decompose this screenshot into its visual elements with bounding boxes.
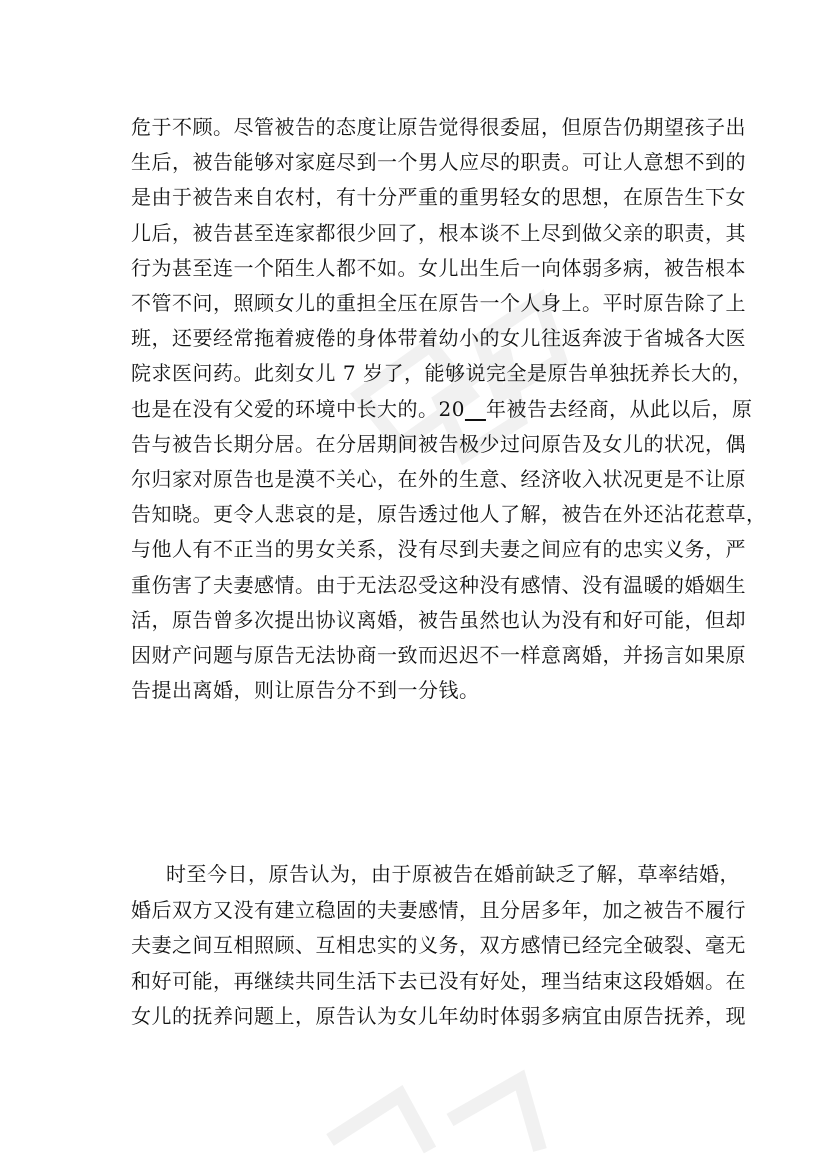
year-blank: __: [464, 396, 486, 421]
text-line: 班，还要经常拖着疲倦的身体带着幼小的女儿往返奔波于省城各大医: [131, 326, 746, 351]
text-line: 是由于被告来自农村，有十分严重的重男轻女的思想，在原告生下女: [131, 185, 746, 210]
text-line: 危于不顾。尽管被告的态度让原告觉得很委屈，但原告仍期望孩子出: [131, 115, 746, 139]
text-line: 和好可能，再继续共同生活下去已没有好处，理当结束这段婚姻。在: [131, 968, 746, 993]
text-line: 院求医问药。此刻女儿 7 岁了，能够说完全是原告单独抚养长大的，: [131, 361, 753, 386]
text-line: 也是在没有父爱的环境中长大的。20__年被告去经商，从此以后，原: [131, 389, 701, 429]
text-line: 夫妻之间互相照顾、互相忠实的义务，双方感情已经完全破裂、毫无: [131, 933, 746, 958]
text-line: 女儿的抚养问题上，原告认为女儿年幼时体弱多病宜由原告抚养，现: [131, 1004, 746, 1029]
text-line: 时至今日，原告认为，由于原被告在婚前缺乏了解，草率结婚，: [166, 862, 740, 886]
text-line: 告与被告长期分居。在分居期间被告极少过问原告及女儿的状况，偶: [131, 431, 746, 456]
text-line: 告知晓。更令人悲哀的是，原告透过他人了解，被告在外还沾花惹草，: [131, 502, 767, 527]
text-line: 行为甚至连一个陌生人都不如。女儿出生后一向体弱多病，被告根本: [131, 255, 746, 280]
text-line: 不管不问，照顾女儿的重担全压在原告一个人身上。平时原告除了上: [131, 291, 746, 315]
text-line: 尔归家对原告也是漠不关心，在外的生意、经济收入状况更是不让原: [131, 467, 746, 491]
text-line: 重伤害了夫妻感情。由于无法忍受这种没有感情、没有温暖的婚姻生: [131, 572, 746, 597]
text-line: 与他人有不正当的男女关系，没有尽到夫妻之间应有的忠实义务，严: [131, 537, 746, 562]
text-line: 活，原告曾多次提出协议离婚，被告虽然也认为没有和好可能，但却: [131, 607, 746, 632]
text-line: 告提出离婚，则让原告分不到一分钱。: [131, 678, 480, 703]
text-line: 因财产问题与原告无法协商一致而迟迟不一样意离婚，并扬言如果原: [131, 643, 746, 667]
text-line: 生后，被告能够对家庭尽到一个男人应尽的职责。可让人意想不到的: [131, 150, 746, 175]
text-line: 儿后，被告甚至连家都很少回了，根本谈不上尽到做父亲的职责，其: [131, 220, 746, 245]
text-line: 婚后双方又没有建立稳固的夫妻感情，且分居多年，加之被告不履行: [131, 897, 746, 922]
